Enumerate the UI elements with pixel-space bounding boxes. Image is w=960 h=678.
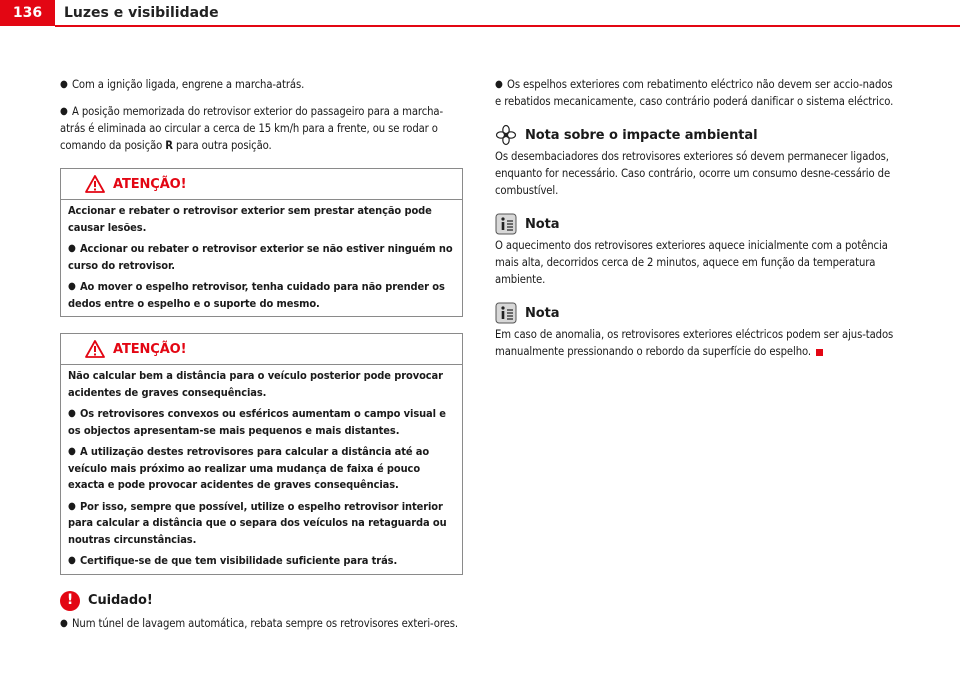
warning-header	[61, 169, 462, 200]
warning-intro: Não calcular bem a distância para o veículo posterior pode provocar acidentes de graves consequências.	[68, 369, 443, 399]
intro-bullet-text	[72, 78, 304, 91]
warning-intro: Accionar e rebater o retrovisor exterior sem prestar atenção pode causar lesões.	[68, 204, 432, 234]
bullet-icon: ●	[60, 106, 68, 117]
note-header	[495, 302, 900, 324]
bullet-icon: ●	[60, 617, 68, 629]
intro-bullet-text	[60, 105, 443, 152]
flower-icon	[495, 124, 517, 146]
warning-bullet	[68, 406, 455, 439]
warning-triangle-icon	[85, 340, 105, 358]
bullet-icon: ●	[68, 500, 76, 512]
env-note-header	[495, 124, 900, 146]
warning-header	[61, 334, 462, 365]
warning-bullet-text: Accionar ou rebater o retrovisor exterior se não estiver ninguém no curso do retrovisor.	[68, 242, 453, 272]
note-title: Nota	[525, 216, 560, 232]
caution-title: Cuidado!	[88, 593, 153, 608]
caution-bullet	[60, 615, 463, 632]
page-header	[0, 0, 960, 30]
bullet-icon: ●	[495, 79, 503, 90]
intro-bullet	[60, 103, 463, 154]
bullet-icon: ●	[68, 446, 76, 457]
left-column	[60, 76, 463, 642]
text-segment: Com a ignição ligada, engrene a marcha-atrás.	[72, 78, 305, 91]
note-header	[495, 213, 900, 235]
warning-box	[60, 168, 463, 317]
end-of-section-icon	[816, 349, 823, 356]
info-note-icon	[495, 302, 517, 324]
warning-bullet-text: Certifique-se de que tem visibilidade suficiente para trás.	[80, 554, 398, 567]
caution-header	[60, 591, 463, 611]
right-bullet-text: Os espelhos exteriores com rebatimento eléctrico não devem ser accio-nados e rebatidos mecanicamente, caso contrário poderá danificar o sistema eléctrico.	[495, 78, 894, 108]
chapter-title: Luzes e visibilidade	[64, 5, 219, 21]
warning-bullet	[68, 241, 455, 274]
warning-title: ATENÇÃO!	[113, 341, 187, 357]
text-segment: para outra posição.	[172, 139, 272, 152]
note-text: O aquecimento dos retrovisores exteriores aquece inicialmente com a potência mais alta, decorridos cerca de 2 minutos, aquece em função da temperatura ambiente.	[495, 239, 888, 286]
note-text	[495, 326, 900, 360]
bold-text: R	[165, 139, 173, 152]
note-title: Nota	[525, 305, 560, 321]
bullet-icon: ●	[68, 408, 76, 419]
caution-bullet-text: Num túnel de lavagem automática, rebata sempre os retrovisores exteri-ores.	[72, 616, 458, 630]
env-note-text: Os desembaciadores dos retrovisores exteriores só devem permanecer ligados, enquanto for necessário. Caso contrário, ocorre um consumo desne-cessário de combustível.	[495, 150, 891, 197]
caution-circle-icon: !	[60, 591, 80, 611]
page-number: 136	[0, 0, 55, 26]
info-note-icon	[495, 213, 517, 235]
warning-box	[60, 333, 463, 575]
warning-triangle-icon	[85, 175, 105, 193]
note-text-body: Em caso de anomalia, os retrovisores exteriores eléctricos podem ser ajus-tados manualmente pressionando o rebordo da superfície do espelho.	[495, 328, 894, 358]
warning-bullet	[68, 279, 455, 312]
right-column	[495, 76, 900, 370]
warning-body	[61, 365, 462, 574]
warning-title: ATENÇÃO!	[113, 176, 187, 192]
warning-bullet	[68, 499, 455, 549]
warning-bullet-text: A utilização destes retrovisores para calcular a distância até ao veículo mais próximo ao realizar uma mudança de faixa é pouco exacta e pode provocar acidentes de graves consequências.	[68, 445, 430, 491]
warning-bullet	[68, 444, 455, 494]
bullet-icon: ●	[68, 555, 76, 566]
bullet-icon: ●	[68, 243, 76, 254]
warning-bullet-text: Ao mover o espelho retrovisor, tenha cuidado para não prender os dedos entre o espelho e o suporte do mesmo.	[68, 280, 445, 310]
warning-body	[61, 200, 462, 316]
header-rule	[55, 25, 960, 27]
bullet-icon: ●	[68, 281, 76, 292]
intro-bullet	[60, 76, 463, 93]
text-segment: A posição memorizada do retrovisor exterior do passageiro para a marcha-atrás é eliminada ao circular a cerca de 15 km/h para a frente, ou se rodar o comando da posição	[60, 105, 444, 152]
warning-bullet-text: Os retrovisores convexos ou esféricos aumentam o campo visual e os objectos apresentam-se mais pequenos e mais distantes.	[68, 407, 446, 437]
bullet-icon: ●	[60, 79, 68, 90]
warning-bullet	[68, 553, 455, 570]
warning-bullet-text: Por isso, sempre que possível, utilize o espelho retrovisor interior para calcular a distância que o separa dos veículos na retaguarda ou noutras circunstâncias.	[68, 499, 447, 546]
env-note-title: Nota sobre o impacte ambiental	[525, 127, 758, 143]
right-bullet	[495, 76, 900, 110]
